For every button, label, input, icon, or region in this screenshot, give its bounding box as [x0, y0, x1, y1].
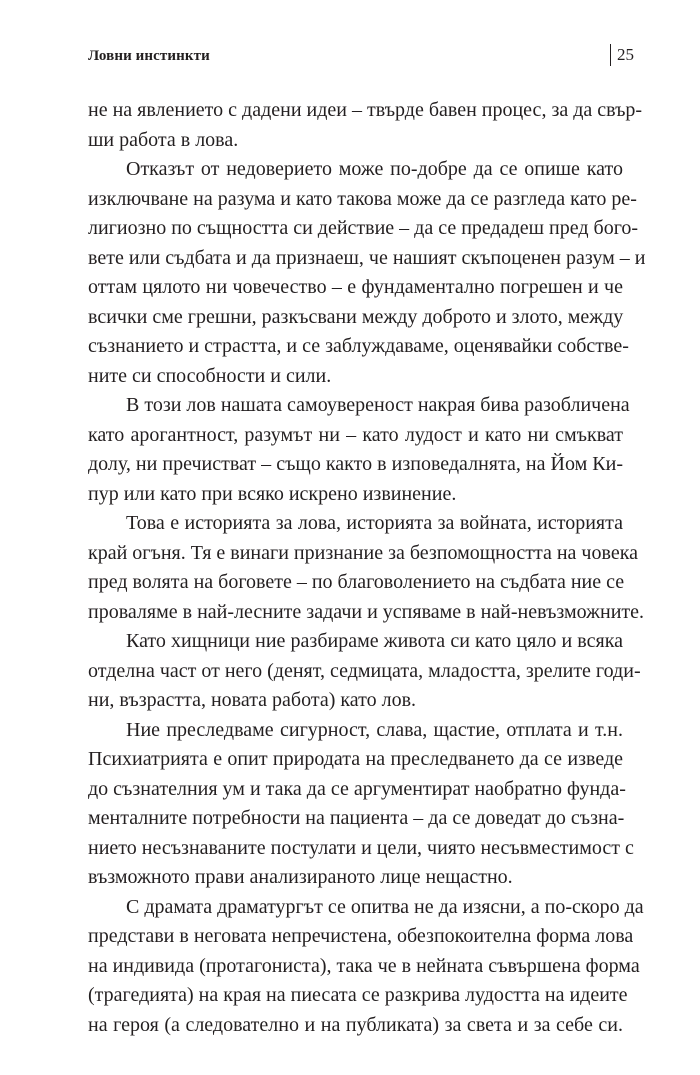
text-line: Отказът от недоверието може по-добре да се опише като [126, 158, 623, 180]
text-line: оттам цялото ни човечество – е фундаментално погрешен и че [88, 276, 623, 298]
text-line: долу, ни пречистват – също както в изповедалнята, на Йом Ки- [88, 453, 623, 475]
text-line: възможното прави анализираното лице нещастно. [88, 866, 513, 888]
text-line: Това е историята за лова, историята за войната, историята [126, 512, 623, 534]
text-line: ши работа в лова. [88, 128, 239, 151]
text-line: нието несъзнаваните постулати и цели, чиято несъвместимост с [88, 836, 634, 859]
text-line: Като хищници ние разбираме живота си като цяло и всяка [126, 630, 623, 652]
text-line: до съзнателния ум и така да се аргументират наобратно фунда- [88, 777, 626, 800]
body-text [88, 96, 646, 1040]
text-line: ните си способности и сили. [88, 364, 332, 387]
text-line: вете или съдбата и да признаеш, че нашият скъпоценен разум – и [88, 246, 646, 269]
text-line: на героя (а следователно и на публиката) за света и за себе си. [88, 1013, 623, 1036]
text-line: всички сме грешни, разкъсвани между доброто и злото, между [88, 305, 624, 328]
text-line: Психиатрията е опит природата на преследването да се изведе [88, 748, 623, 770]
page-number: 25 [610, 44, 634, 66]
text-line: проваляме в най-лесните задачи и успяваме в най-невъзможните. [88, 600, 645, 623]
text-line: пред волята на боговете – по благоволението на съдбата ние се [88, 571, 625, 593]
text-line: съзнанието и страстта, и се заблуждаваме, оценявайки собстве- [88, 335, 629, 357]
text-line: (трагедията) на края на пиесата се разкрива лудостта на идеите [88, 984, 628, 1006]
text-line: Ние преследваме сигурност, слава, щастие, отплата и т.н. [126, 718, 623, 741]
text-line: като арогантност, разумът ни – като лудост и като ни смъкват [88, 423, 623, 446]
text-line: В този лов нашата самоувереност накрая бива разобличена [126, 394, 630, 416]
text-line: менталните потребности на пациента – да се доведат до съзна- [88, 807, 625, 829]
text-line: С драмата драматургът се опитва не да изясни, а по-скоро да [126, 895, 644, 918]
text-line: не на явлението с дадени идеи – твърде бавен процес, за да свър- [88, 99, 643, 121]
text-line: лигиозно по същността си действие – да се предадеш пред бого- [88, 217, 639, 239]
text-line: ни, възрастта, новата работа) като лов. [88, 689, 417, 711]
text-line: изключване на разума и като такова може да се разгледа като ре- [88, 187, 637, 210]
text-line: на индивида (протагониста), така че в нейната съвършена форма [88, 954, 640, 977]
running-head: Ловни инстинкти [88, 48, 210, 64]
text-line: представи в неговата непречистена, обезпокоителна форма лова [88, 925, 634, 947]
text-line: край огъня. Тя е винаги признание за безпомощността на човека [88, 541, 638, 564]
text-line: пур или като при всяко искрено извинение. [88, 482, 457, 505]
text-line: отделна част от него (денят, седмицата, младостта, зрелите годи- [88, 659, 641, 682]
